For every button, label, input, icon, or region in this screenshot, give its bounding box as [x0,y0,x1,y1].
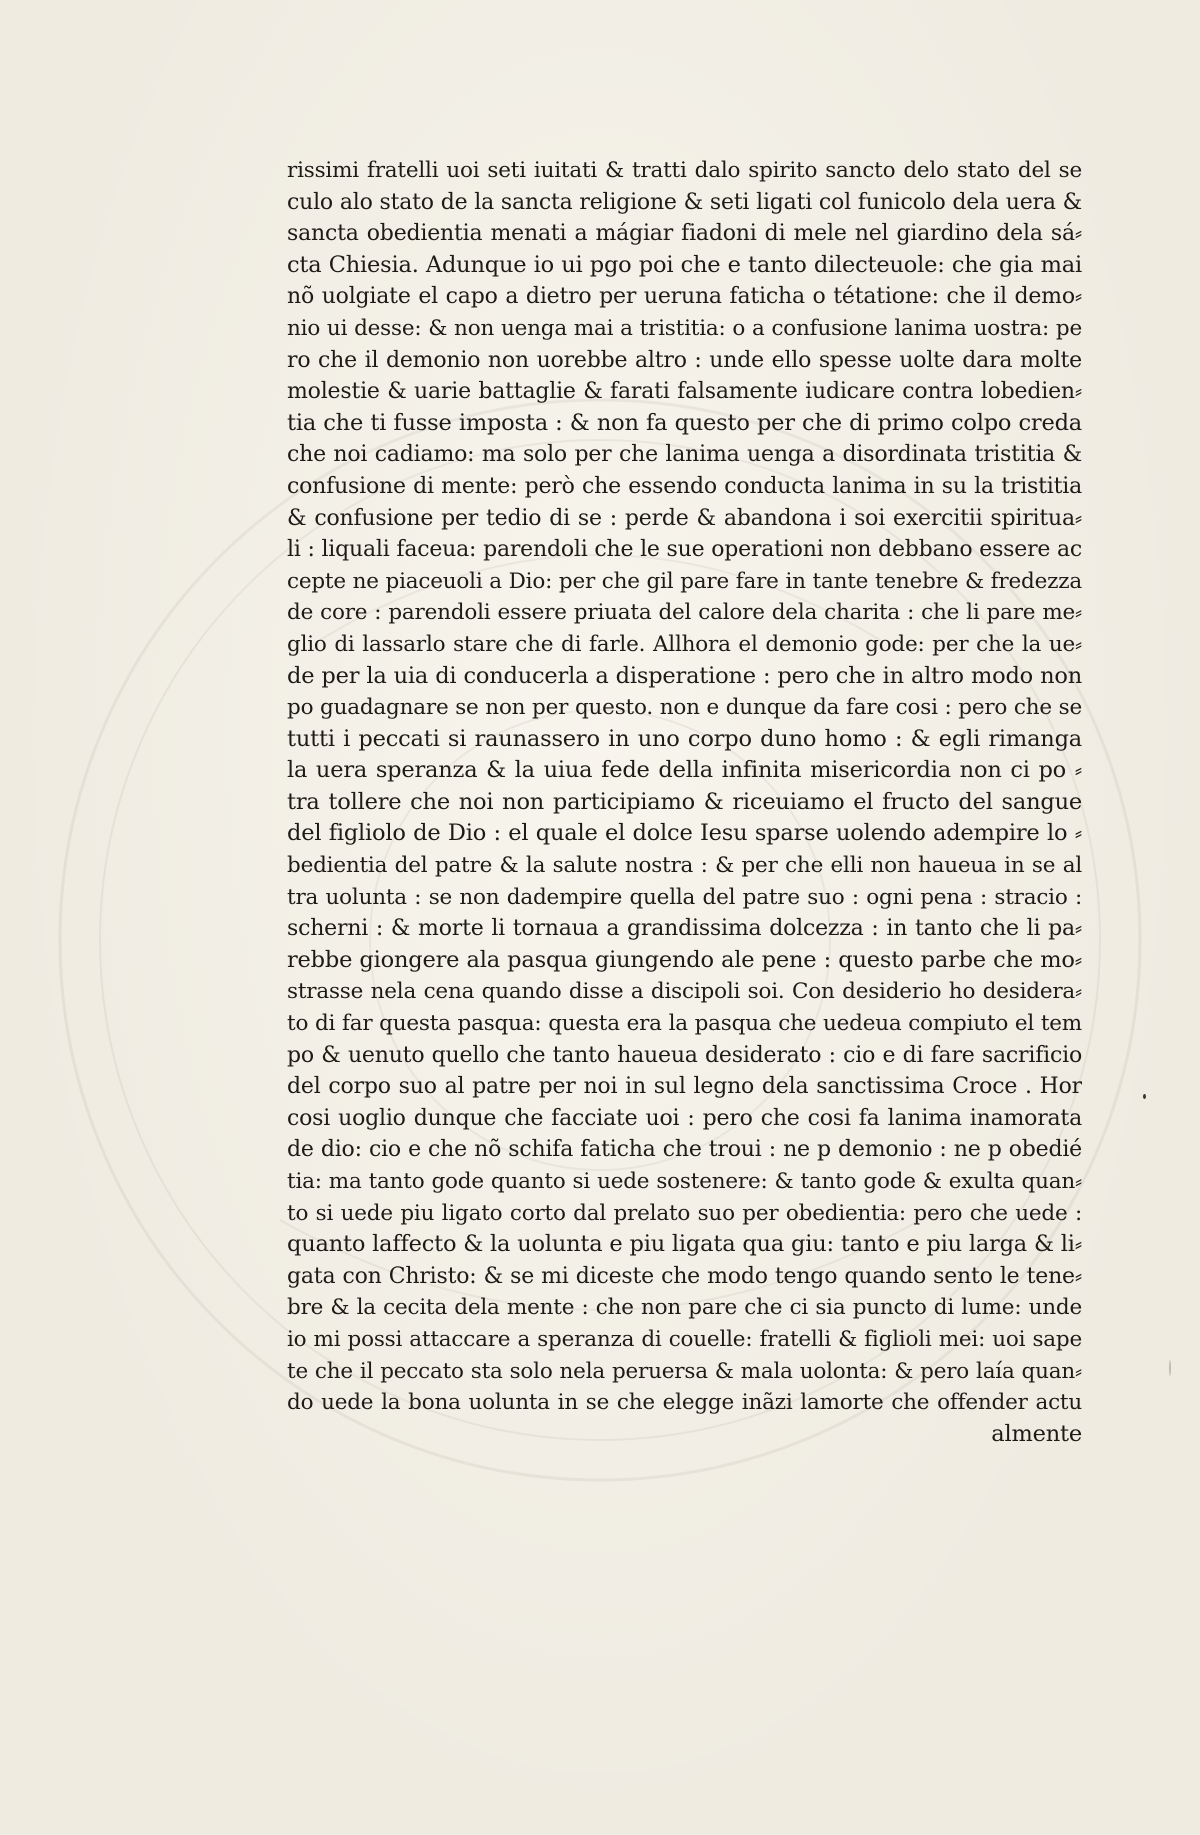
text-line: tra uolunta : se non dadempire quella del patre suo : ogni pena : stracio : [287,884,1082,910]
text-line: glio di lassarlo stare che di farle. Allhora el demonio gode: per che la ue⸗ [287,631,1082,657]
text-line: tra tollere che noi non participiamo & riceuiamo el fructo del sangue [287,788,1082,815]
text-line: ro che il demonio non uorebbe altro : unde ello spesse uolte dara molte [287,347,1082,373]
text-line: del corpo suo al patre per noi in sul legno dela sanctissima Croce . Hor [287,1074,1082,1100]
ink-speck [1143,1094,1146,1099]
text-line: del figliolo de Dio : el quale el dolce Iesu sparse uolendo adempire lo ⸗ [287,820,1082,847]
text-line: rebbe giongere ala pasqua giungendo ale pene : questo parbe che mo⸗ [287,946,1082,973]
text-line: nio ui desse: & non uenga mai a tristitia: o a confusione lanima uostra: pe [287,315,1082,341]
text-line: tia che ti fusse imposta : & non fa questo per che di primo colpo creda [287,409,1082,436]
text-line: gata con Christo: & se mi diceste che modo tengo quando sento le tene⸗ [287,1263,1082,1289]
text-line: li : liquali faceua: parendoli che le sue operationi non debbano essere ac [287,537,1082,563]
text-line: bre & la cecita dela mente : che non pare che ci sia puncto di lume: unde [287,1295,1082,1321]
catchword: almente [991,1420,1082,1447]
text-line: strasse nela cena quando disse a discipoli soi. Con desiderio ho desidera⸗ [287,979,1082,1005]
text-line: to si uede piu ligato corto dal prelato suo per obedientia: pero che uede : [287,1200,1082,1226]
text-line: culo alo stato de la sancta religione & seti ligati col funicolo dela uera & [287,189,1082,215]
text-line: scherni : & morte li tornaua a grandissima dolcezza : in tanto che li pa⸗ [287,916,1082,942]
text-line: che noi cadiamo: ma solo per che lanima uenga a disordinata tristitia & [287,442,1082,468]
text-line: de core : parendoli essere priuata del calore dela charita : che li pare me⸗ [287,600,1082,626]
text-line: nõ uolgiate el capo a dietro per ueruna faticha o tétatione: che il demo⸗ [287,284,1082,310]
text-line: tutti i peccati si raunassero in uno corpo duno homo : & egli rimanga [287,725,1082,752]
text-line: cepte ne piaceuoli a Dio: per che gil pare fare in tante tenebre & fredezza [287,568,1082,594]
text-line: de dio: cio e che nõ schifa faticha che troui : ne p demonio : ne p obedié [287,1137,1082,1163]
text-line: sancta obedientia menati a mágiar fiadoni di mele nel giardino dela sá⸗ [287,221,1082,247]
text-line: po & uenuto quello che tanto haueua desiderato : cio e di fare sacrificio [287,1042,1082,1068]
text-line: cosi uoglio dunque che facciate uoi : pero che cosi fa lanima inamorata [287,1105,1082,1131]
text-line: molestie & uarie battaglie & farati falsamente iudicare contra lobedien⸗ [287,379,1082,405]
text-line: to di far questa pasqua: questa era la pasqua che uedeua compiuto el tem [287,1011,1082,1037]
text-line: po guadagnare se non per questo. non e dunque da fare cosi : pero che se [287,695,1082,721]
text-line: de per la uia di conducerla a disperatione : pero che in altro modo non [287,662,1082,689]
main-text-block [287,155,1082,1450]
text-line: te che il peccato sta solo nela peruersa & mala uolonta: & pero laía quan⸗ [287,1358,1082,1384]
text-line: bedientia del patre & la salute nostra : & per che elli non haueua in se al [287,853,1082,879]
text-line: do uede la bona uolunta in se che elegge inãzi lamorte che offender actu [287,1390,1082,1416]
text-line: cta Chiesia. Adunque io ui pgo poi che e tanto dilecteuole: che gia mai [287,251,1082,278]
text-line: confusione di mente: però che essendo conducta lanima in su la tristitia [287,473,1082,499]
text-line: la uera speranza & la uiua fede della infinita misericordia non ci po ⸗ [287,757,1082,784]
ink-speck [1169,1360,1171,1376]
text-line: & confusione per tedio di se : perde & abandona i soi exercitii spiritua⸗ [287,505,1082,531]
text-line: tia: ma tanto gode quanto si uede sostenere: & tanto gode & exulta quan⸗ [287,1169,1082,1194]
text-line: quanto laffecto & la uolunta e piu ligata qua giu: tanto e piu larga & li⸗ [287,1231,1082,1258]
text-line: io mi possi attaccare a speranza di couelle: fratelli & figlioli mei: uoi sape [287,1326,1082,1352]
text-line: rissimi fratelli uoi seti iuitati & tratti dalo spirito sancto delo stato del se [287,158,1082,183]
